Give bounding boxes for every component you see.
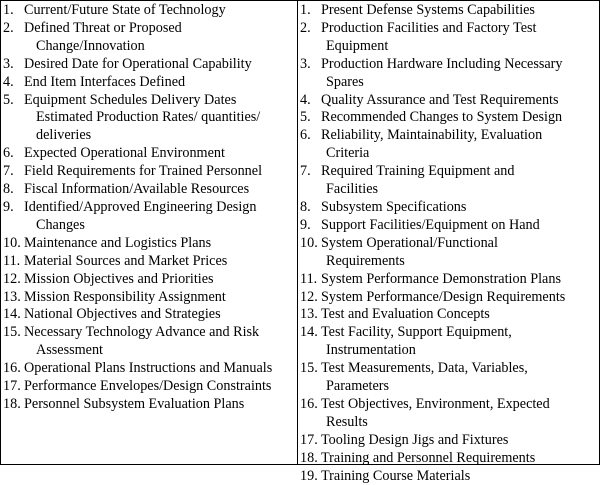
item-text-line: Fiscal Information/Available Resources bbox=[24, 181, 250, 198]
item-text bbox=[24, 271, 297, 289]
item-text bbox=[24, 289, 297, 307]
list-item bbox=[300, 2, 599, 20]
list-item bbox=[300, 360, 599, 396]
item-number: 12. bbox=[300, 288, 318, 305]
item-text bbox=[24, 56, 297, 74]
item-number: 14. bbox=[3, 306, 21, 323]
list-item bbox=[300, 109, 599, 127]
item-text-line: Requirements bbox=[326, 252, 405, 269]
list-item bbox=[3, 74, 297, 92]
item-number: 11. bbox=[3, 252, 21, 269]
item-number: 2. bbox=[300, 19, 311, 36]
item-text-line: Production Hardware Including Necessary bbox=[321, 55, 563, 72]
item-text-line: Field Requirements for Trained Personnel bbox=[24, 163, 263, 180]
item-text-line: System Operational/Functional bbox=[321, 234, 498, 251]
item-text-line: Parameters bbox=[326, 378, 390, 395]
item-text-line: Results bbox=[326, 413, 368, 430]
list-item bbox=[300, 217, 599, 235]
item-text bbox=[321, 360, 599, 396]
item-text bbox=[321, 450, 599, 468]
item-text bbox=[24, 253, 297, 271]
item-text bbox=[24, 360, 297, 378]
list-item bbox=[3, 145, 297, 163]
item-text-line: Spares bbox=[326, 73, 364, 90]
item-text-line: Required Training Equipment and bbox=[321, 163, 515, 180]
item-text-line: Reliability, Maintainability, Evaluation bbox=[321, 127, 543, 144]
list-item bbox=[300, 20, 599, 56]
item-text bbox=[24, 92, 297, 146]
item-text-line: Estimated Production Rates/ quantities/ bbox=[36, 109, 261, 126]
list-item bbox=[300, 235, 599, 271]
item-number: 2. bbox=[3, 19, 14, 36]
item-text-line: Present Defense Systems Capabilities bbox=[321, 2, 535, 18]
item-number: 7. bbox=[300, 163, 311, 180]
item-text-line: Expected Operational Environment bbox=[24, 145, 225, 162]
item-number: 8. bbox=[3, 181, 14, 198]
item-number: 6. bbox=[3, 145, 14, 162]
item-text-line: Test Objectives, Environment, Expected bbox=[321, 395, 550, 412]
item-number: 15. bbox=[300, 360, 318, 377]
item-text bbox=[24, 396, 297, 414]
item-number: 17. bbox=[3, 378, 21, 395]
item-text-line: Instrumentation bbox=[326, 342, 416, 359]
item-number: 13. bbox=[3, 288, 21, 305]
list-item bbox=[300, 199, 599, 217]
item-text-line: Equipment bbox=[326, 37, 389, 54]
item-text-line: Tooling Design Jigs and Fixtures bbox=[321, 431, 509, 448]
item-text bbox=[321, 432, 599, 450]
item-text-line: Test Measurements, Data, Variables, bbox=[321, 360, 528, 377]
item-number: 13. bbox=[300, 306, 318, 323]
list-item bbox=[300, 92, 599, 110]
item-text bbox=[321, 2, 599, 20]
list-item bbox=[3, 396, 297, 414]
item-text-line: Identified/Approved Engineering Design bbox=[24, 198, 257, 215]
item-number: 9. bbox=[3, 198, 14, 215]
item-text-line: Current/Future State of Technology bbox=[24, 2, 226, 18]
item-text bbox=[321, 20, 599, 56]
list-item bbox=[3, 181, 297, 199]
item-text-line: Subsystem Specifications bbox=[321, 198, 467, 215]
item-number: 10. bbox=[3, 234, 21, 251]
list-item bbox=[3, 92, 297, 146]
item-text-line: Equipment Schedules Delivery Dates bbox=[24, 91, 237, 108]
item-text bbox=[321, 127, 599, 163]
list-item bbox=[3, 56, 297, 74]
list-item bbox=[3, 360, 297, 378]
item-text bbox=[24, 199, 297, 235]
item-text-line: Operational Plans Instructions and Manuals bbox=[24, 360, 273, 377]
item-number: 8. bbox=[300, 198, 311, 215]
list-item bbox=[300, 163, 599, 199]
item-text-line: Personnel Subsystem Evaluation Plans bbox=[24, 395, 245, 412]
list-item bbox=[300, 396, 599, 432]
list-item bbox=[300, 450, 599, 468]
item-text-line: Maintenance and Logistics Plans bbox=[24, 234, 212, 251]
list-item bbox=[3, 163, 297, 181]
item-number: 5. bbox=[3, 91, 14, 108]
item-text-line: Mission Objectives and Priorities bbox=[24, 270, 214, 287]
list-item bbox=[300, 289, 599, 307]
list-item bbox=[300, 324, 599, 360]
item-text bbox=[321, 199, 599, 217]
item-text bbox=[321, 109, 599, 127]
item-text-line: Recommended Changes to System Design bbox=[321, 109, 563, 126]
list-item bbox=[3, 324, 297, 360]
item-number: 6. bbox=[300, 127, 311, 144]
item-text-line: Production Facilities and Factory Test bbox=[321, 19, 537, 36]
item-text bbox=[24, 181, 297, 199]
item-text bbox=[321, 235, 599, 271]
item-number: 18. bbox=[3, 395, 21, 412]
list-item bbox=[3, 20, 297, 56]
list-item bbox=[3, 289, 297, 307]
item-number: 7. bbox=[3, 163, 14, 180]
item-text-line: Test Facility, Support Equipment, bbox=[321, 324, 512, 341]
list-item bbox=[300, 271, 599, 289]
item-text-line: Mission Responsibility Assignment bbox=[24, 288, 226, 305]
item-number: 12. bbox=[3, 270, 21, 287]
item-number: 11. bbox=[300, 270, 318, 287]
item-number: 19. bbox=[300, 467, 318, 484]
item-text bbox=[24, 74, 297, 92]
left-column bbox=[1, 1, 298, 464]
list-item bbox=[3, 378, 297, 396]
item-text bbox=[321, 468, 599, 485]
item-text bbox=[24, 145, 297, 163]
list-item bbox=[300, 468, 599, 485]
list-item bbox=[3, 199, 297, 235]
item-text bbox=[321, 324, 599, 360]
item-text bbox=[321, 217, 599, 235]
item-text-line: Performance Envelopes/Design Constraints bbox=[24, 378, 272, 395]
item-text bbox=[321, 56, 599, 92]
item-number: 17. bbox=[300, 431, 318, 448]
item-text bbox=[24, 306, 297, 324]
item-text-line: Assessment bbox=[36, 342, 103, 359]
item-text-line: National Objectives and Strategies bbox=[24, 306, 221, 323]
item-text bbox=[321, 396, 599, 432]
list-item bbox=[3, 2, 297, 20]
item-text bbox=[24, 163, 297, 181]
list-item bbox=[3, 306, 297, 324]
item-text-line: Support Facilities/Equipment on Hand bbox=[321, 216, 540, 233]
item-text bbox=[321, 163, 599, 199]
item-text bbox=[24, 2, 297, 20]
item-number: 16. bbox=[300, 395, 318, 412]
item-text bbox=[321, 92, 599, 110]
item-text-line: Quality Assurance and Test Requirements bbox=[321, 91, 559, 108]
list-item bbox=[3, 271, 297, 289]
item-number: 14. bbox=[300, 324, 318, 341]
item-number: 1. bbox=[3, 2, 14, 18]
item-text-line: System Performance Demonstration Plans bbox=[321, 270, 561, 287]
item-text-line: Defined Threat or Proposed bbox=[24, 19, 182, 36]
list-item bbox=[3, 235, 297, 253]
item-text bbox=[24, 235, 297, 253]
item-text bbox=[321, 289, 599, 307]
item-text-line: Facilities bbox=[326, 181, 379, 198]
item-number: 4. bbox=[300, 91, 311, 108]
item-number: 15. bbox=[3, 324, 21, 341]
item-text-line: Test and Evaluation Concepts bbox=[321, 306, 490, 323]
item-text-line: End Item Interfaces Defined bbox=[24, 73, 186, 90]
item-number: 4. bbox=[3, 73, 14, 90]
list-item bbox=[300, 432, 599, 450]
item-number: 18. bbox=[300, 449, 318, 466]
right-column bbox=[298, 1, 599, 484]
item-text bbox=[24, 378, 297, 396]
item-text-line: Training and Personnel Requirements bbox=[321, 449, 536, 466]
list-item bbox=[300, 127, 599, 163]
item-number: 16. bbox=[3, 360, 21, 377]
item-number: 3. bbox=[300, 55, 311, 72]
item-number: 9. bbox=[300, 216, 311, 233]
list-item bbox=[300, 56, 599, 92]
item-text-line: Training Course Materials bbox=[321, 467, 471, 484]
item-text-line: Changes bbox=[36, 216, 85, 233]
item-text-line: Necessary Technology Advance and Risk bbox=[24, 324, 260, 341]
item-text bbox=[24, 20, 297, 56]
item-number: 1. bbox=[300, 2, 311, 18]
item-number: 3. bbox=[3, 55, 14, 72]
list-item bbox=[3, 253, 297, 271]
item-text bbox=[321, 271, 599, 289]
item-text-line: Criteria bbox=[326, 145, 370, 162]
item-number: 5. bbox=[300, 109, 311, 126]
item-text-line: Desired Date for Operational Capability bbox=[24, 55, 252, 72]
item-text-line: deliveries bbox=[36, 127, 92, 144]
item-text bbox=[321, 306, 599, 324]
item-text-line: Change/Innovation bbox=[36, 37, 145, 54]
item-number: 10. bbox=[300, 234, 318, 251]
item-text bbox=[24, 324, 297, 360]
list-item bbox=[300, 306, 599, 324]
item-text-line: System Performance/Design Requirements bbox=[321, 288, 566, 305]
item-text-line: Material Sources and Market Prices bbox=[24, 252, 228, 269]
